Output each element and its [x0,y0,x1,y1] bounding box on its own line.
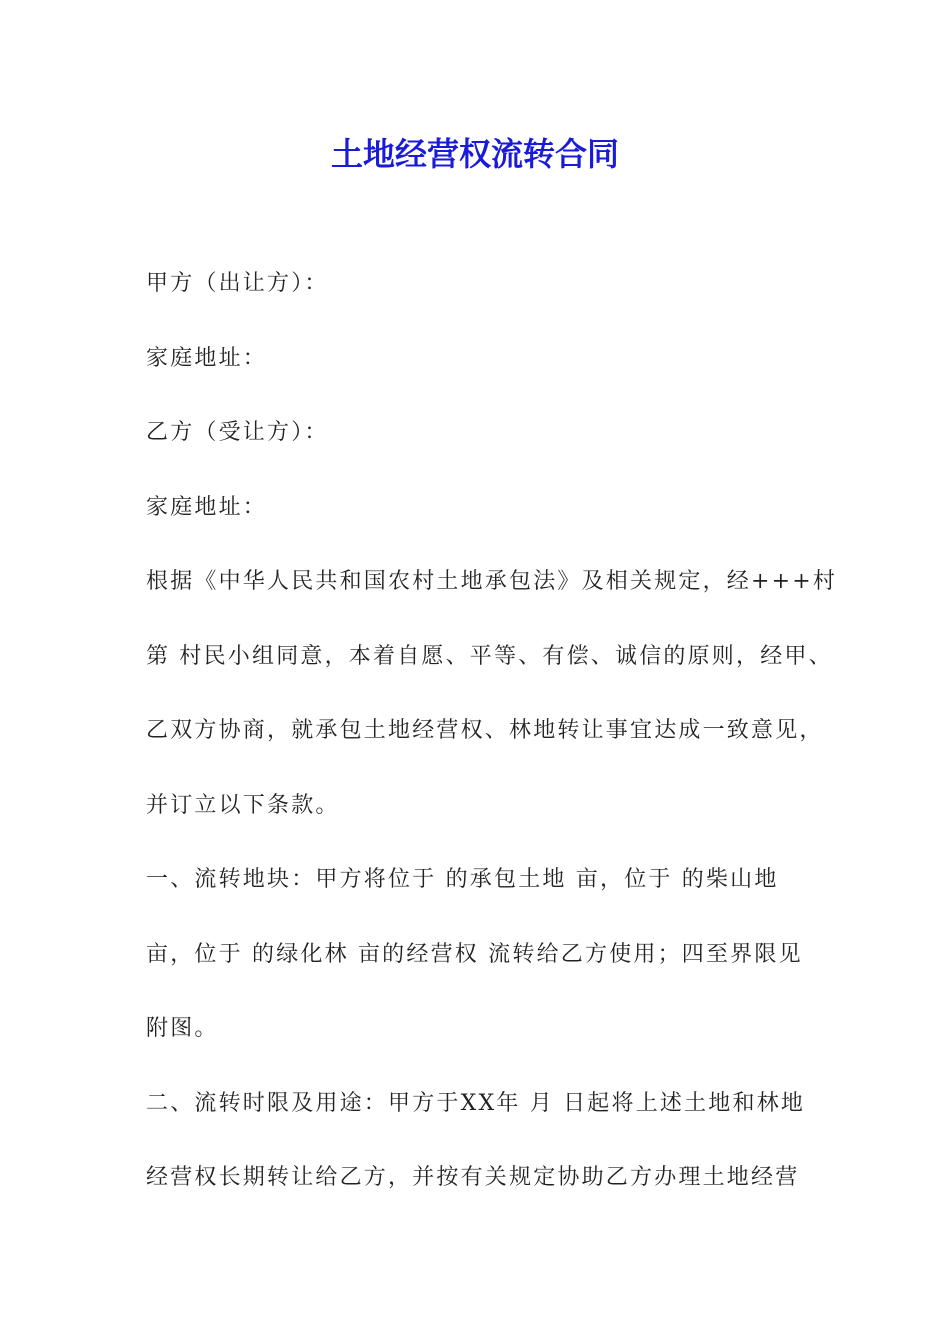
preamble-line-1: 根据《中华人民共和国农村土地承包法》及相关规定，经+++村 [146,569,838,594]
party-b-address-label: 家庭地址： [146,494,268,520]
party-a-address-label: 家庭地址： [146,345,268,371]
preamble-line-2: 第 村民小组同意，本着自愿、平等、有偿、诚信的原则，经甲、 [146,643,833,669]
preamble-line-3: 乙双方协商，就承包土地经营权、林地转让事宜达成一致意见， [146,718,824,743]
preamble-line-4: 并订立以下条款。 [146,792,340,818]
party-a-label: 甲方（出让方）： [146,271,329,296]
clause-2-line-1: 二、流转时限及用途：甲方于XX年 月 日起将上述土地和林地 [146,1090,806,1116]
document-title: 土地经营权流转合同 [330,135,619,173]
clause-1-line-3: 附图。 [146,1016,219,1041]
document-body [146,247,838,1216]
party-b-label: 乙方（受让方）： [146,420,329,445]
clause-1-line-1: 一、流转地块：甲方将位于 的承包土地 亩，位于 的柴山地 [146,867,779,892]
clause-1-line-2: 亩，位于 的绿化林 亩的经营权 流转给乙方使用；四至界限见 [146,941,803,967]
clause-2-line-2: 经营权长期转让给乙方，并按有关规定协助乙方办理土地经营 [146,1165,800,1190]
